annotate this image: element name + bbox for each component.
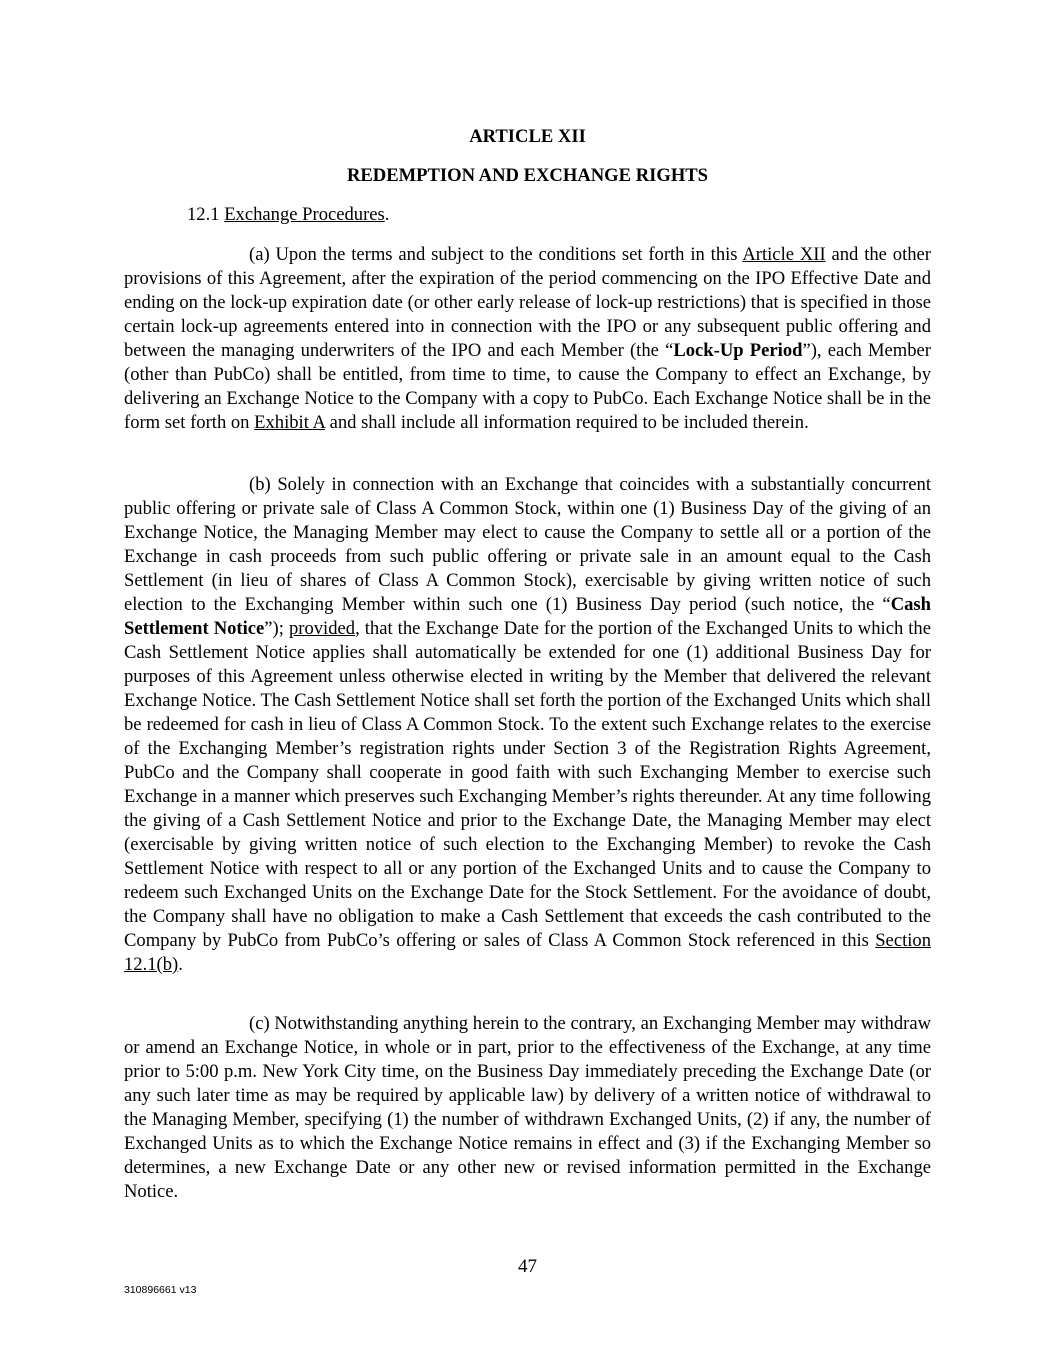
paragraph-a-text-3: ”), each Member (other than PubCo) shall be entitled, from time to time, to cause the Company to effect an Exchange, by delivering an Exchange Notice to the Company with a copy to PubCo. Each Exchange Notice shall be in the form set forth on xyxy=(124,340,931,433)
section-heading xyxy=(187,203,389,227)
cash-settlement-notice-term: Cash Settlement Notice xyxy=(124,594,931,639)
section-title: Exchange Procedures xyxy=(224,204,385,225)
paragraph-a xyxy=(124,243,931,435)
paragraph-a-text-4: and shall include all information required to be included therein. xyxy=(324,412,809,433)
lock-up-period-term: Lock-Up Period xyxy=(673,340,803,361)
provided-proviso: provided xyxy=(288,618,356,639)
section-title-suffix: . xyxy=(384,204,390,225)
article-xii-reference: Article XII xyxy=(742,244,826,265)
document-id: 310896661 v13 xyxy=(124,1284,197,1296)
paragraph-a-text-2: and the other provisions of this Agreement, after the expiration of the period commencing on the IPO Effective Date and ending on the lock-up expiration date (or other early release of lock-up restrictions) that is specified in those certain lock-up agreements entered into in connection with the IPO or any subsequent public offering and between the managing underwriters of the IPO and each Member (the “ xyxy=(124,244,931,361)
paragraph-b xyxy=(124,473,931,977)
paragraph-b-text-2: ”); xyxy=(264,618,289,639)
paragraph-b-text-1: (b) Solely in connection with an Exchange that coincides with a substantially concurrent public offering or private sale of Class A Common Stock, within one (1) Business Day of the giving of an Exchange Notice, the Managing Member may elect to cause the Company to settle all or a portion of the Exchange in cash proceeds from such public offering or private sale in an amount equal to the Cash Settlement (in lieu of shares of Class A Common Stock), exercisable by giving written notice of such election to the Exchanging Member within such one (1) Business Day period (such notice, the “ xyxy=(124,474,931,615)
paragraph-b-text-4: . xyxy=(178,954,183,975)
paragraph-a-text-1: (a) Upon the terms and subject to the conditions set forth in this xyxy=(249,244,743,265)
article-number: ARTICLE XII xyxy=(469,126,586,147)
paragraph-c: (c) Notwithstanding anything herein to the contrary, an Exchanging Member may withdraw or amend an Exchange Notice, in whole or in part, prior to the effectiveness of the Exchange, at any time prior to 5:00 p.m. New York City time, on the Business Day immediately preceding the Exchange Date (or any such later time as may be required by applicable law) by delivery of a written notice of withdrawal to the Managing Member, specifying (1) the number of withdrawn Exchanged Units, (2) if any, the number of Exchanged Units as to which the Exchange Notice remains in effect and (3) if the Exchanging Member so determines, a new Exchange Date or any other new or revised information permitted in the Exchange Notice. xyxy=(124,1013,931,1202)
article-title: REDEMPTION AND EXCHANGE RIGHTS xyxy=(346,165,709,186)
exhibit-a-reference: Exhibit A xyxy=(254,412,325,433)
section-number: 12.1 xyxy=(187,204,220,225)
page-number: 47 xyxy=(518,1256,537,1277)
paragraph-b-text-3: , that the Exchange Date for the portion of the Exchanged Units to which the Cash Settlement Notice applies shall automatically be extended for one (1) additional Business Day for purposes of this Agreement unless otherwise elected in writing by the Member that delivered the relevant Exchange Notice. The Cash Settlement Notice shall set forth the portion of the Exchanged Units which shall be redeemed for cash in lieu of Class A Common Stock. To the extent such Exchange relates to the exercise of the Exchanging Member’s registration rights under Section 3 of the Registration Rights Agreement, PubCo and the Company shall cooperate in good faith with such Exchanging Member to exercise such Exchange in a manner which preserves such Exchanging Member’s rights thereunder. At any time following the giving of a Cash Settlement Notice and prior to the Exchange Date, the Managing Member may elect (exercisable by giving written notice of such election to the Exchanging Member) to revoke the Cash Settlement Notice with respect to all or any portion of the Exchanged Units and to cause the Company to redeem such Exchanged Units on the Exchange Date for the Stock Settlement. For the avoidance of doubt, the Company shall have no obligation to make a Cash Settlement that exceeds the cash contributed to the Company by PubCo from PubCo’s offering or sales of Class A Common Stock referenced in this xyxy=(124,618,931,951)
section-12-1-b-reference: Section 12.1(b) xyxy=(124,930,931,975)
